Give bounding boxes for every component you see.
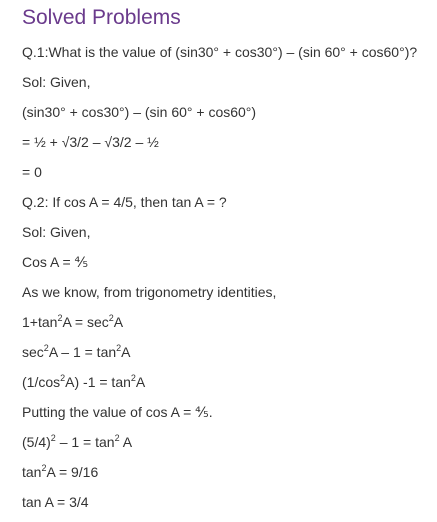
- eq-text: A: [121, 344, 131, 360]
- eq-text: sec: [22, 344, 44, 360]
- eq-text: A = 9/16: [46, 464, 99, 480]
- eq-text: tan: [22, 464, 42, 480]
- q2-answer: tan A = 3/4: [22, 494, 89, 510]
- q1-question: Q.1:What is the value of (sin30° + cos30°) – (sin 60° + cos60°)?: [22, 44, 418, 60]
- q1-step-1: = ½ + √3/2 – √3/2 – ½: [22, 134, 159, 150]
- q1-sol-label: Sol: Given,: [22, 74, 91, 90]
- q2-question: Q.2: If cos A = 4/5, then tan A = ?: [22, 194, 227, 210]
- q2-step-4: [22, 463, 98, 481]
- q2-given: Cos A = ⅘: [22, 254, 89, 270]
- exponent: 2: [108, 313, 114, 323]
- eq-text: (5/4): [22, 434, 51, 450]
- section-heading: Solved Problems: [22, 6, 181, 29]
- eq-text: A = sec: [62, 314, 109, 330]
- q2-substitution: Putting the value of cos A = ⅘.: [22, 404, 213, 420]
- eq-text: (1/cos: [22, 374, 61, 390]
- exponent: 2: [130, 373, 136, 383]
- exponent: 2: [114, 433, 120, 443]
- exponent: 2: [43, 343, 49, 353]
- exponent: 2: [60, 373, 66, 383]
- eq-text: A: [113, 314, 124, 330]
- eq-text: – 1 = tan: [55, 434, 115, 450]
- q1-expression: (sin30° + cos30°) – (sin 60° + cos60°): [22, 104, 257, 120]
- eq-text: A: [119, 434, 133, 450]
- q2-step-1: [22, 343, 131, 361]
- eq-text: 1+tan: [22, 314, 58, 330]
- q2-sol-label: Sol: Given,: [22, 224, 91, 240]
- q2-step-3: [22, 433, 132, 451]
- exponent: 2: [116, 343, 122, 353]
- exponent: 2: [41, 463, 47, 473]
- q1-step-2: = 0: [22, 164, 42, 180]
- q2-step-2: [22, 373, 145, 391]
- eq-text: A) -1 = tan: [65, 374, 131, 390]
- exponent: 2: [57, 313, 63, 323]
- eq-text: A – 1 = tan: [48, 344, 117, 360]
- exponent: 2: [50, 433, 56, 443]
- eq-text: A: [135, 374, 146, 390]
- q2-identity-intro: As we know, from trigonometry identities,: [22, 284, 277, 300]
- q2-identity: [22, 313, 123, 331]
